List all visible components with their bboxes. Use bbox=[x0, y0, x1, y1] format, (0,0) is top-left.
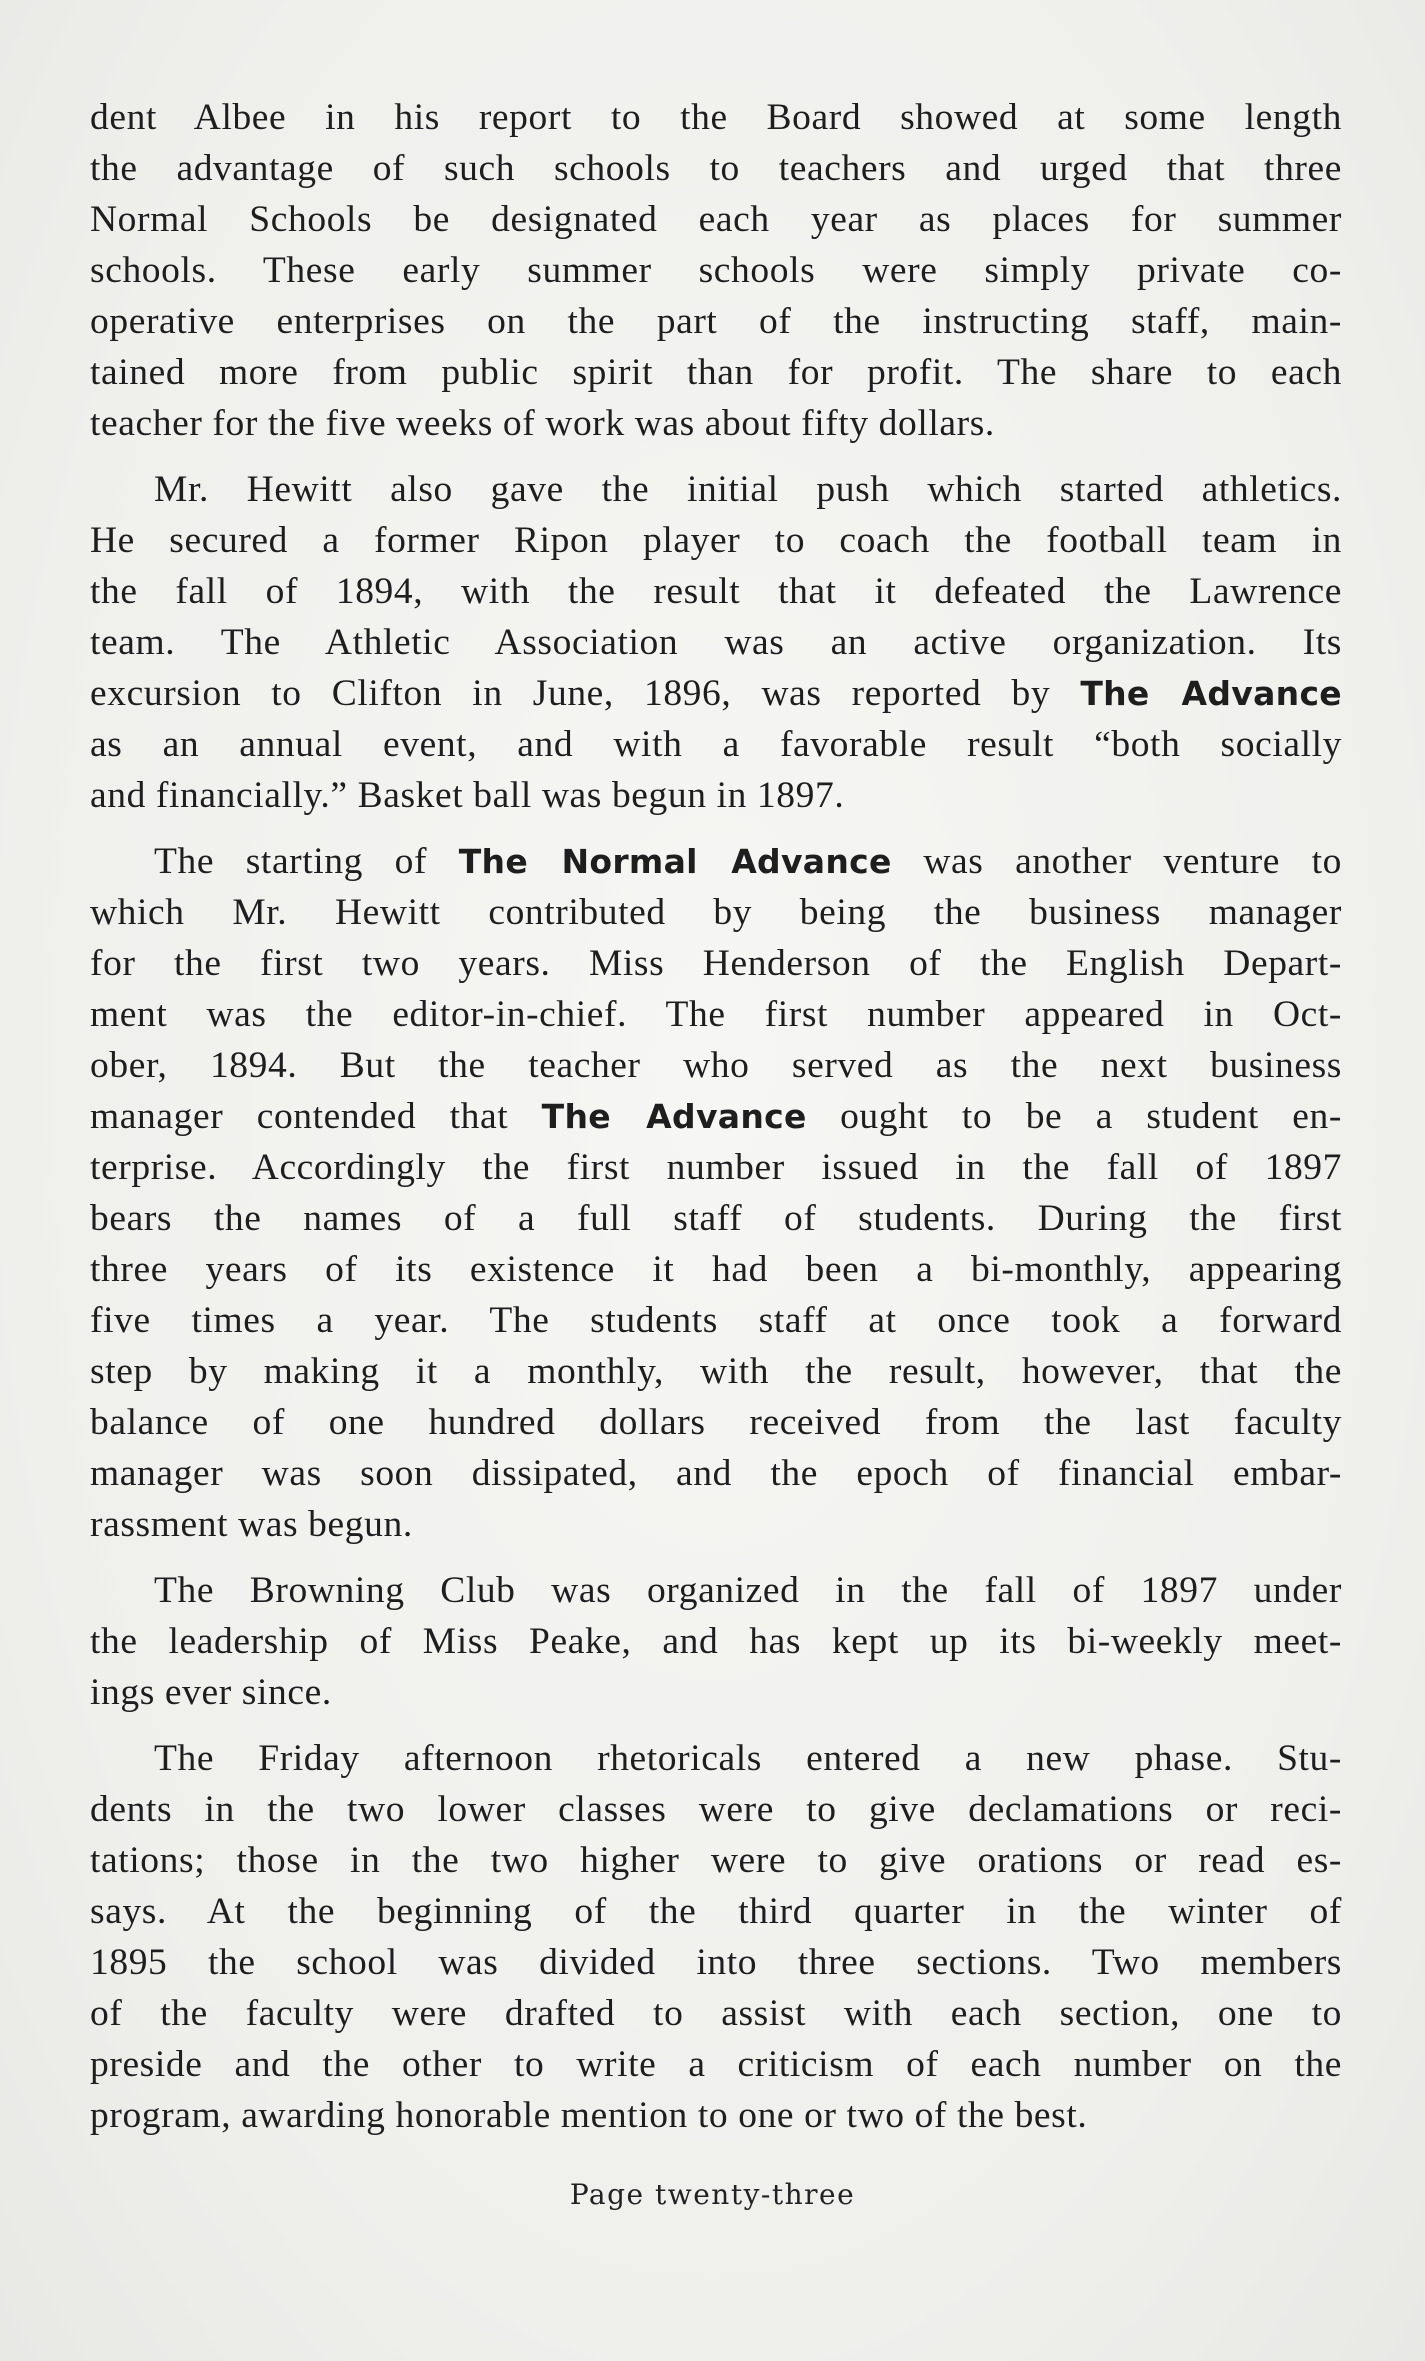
text-run: bears the names of a full staff of students. During the first bbox=[90, 1198, 1342, 1239]
text-run: step by making it a monthly, with the result, however, that the bbox=[90, 1351, 1342, 1392]
paragraph bbox=[90, 836, 1342, 1550]
text-run: dent Albee in his report to the Board showed at some length bbox=[90, 97, 1342, 138]
text-line bbox=[90, 1988, 1342, 2039]
text-line bbox=[90, 2090, 1342, 2141]
text-run: the advantage of such schools to teachers and urged that three bbox=[90, 148, 1342, 189]
text-line bbox=[90, 1193, 1342, 1244]
text-run: as an annual event, and with a favorable result “both socially bbox=[90, 724, 1342, 765]
text-line bbox=[90, 515, 1342, 566]
publication-title: The Normal Advance bbox=[458, 842, 892, 881]
text-line bbox=[90, 398, 1342, 449]
text-run: schools. These early summer schools were simply private co- bbox=[90, 250, 1342, 291]
text-run: was another venture to bbox=[891, 841, 1342, 882]
text-line bbox=[90, 1835, 1342, 1886]
text-run: the leadership of Miss Peake, and has kept up its bi-weekly meet- bbox=[90, 1621, 1342, 1662]
text-run: ought to be a student en- bbox=[806, 1096, 1342, 1137]
text-line bbox=[90, 1565, 1342, 1616]
text-run: manager contended that bbox=[90, 1096, 542, 1137]
text-run: He secured a former Ripon player to coach the football team in bbox=[90, 520, 1342, 561]
text-run: The starting of bbox=[154, 841, 459, 882]
text-run: Normal Schools be designated each year as places for summer bbox=[90, 199, 1342, 240]
publication-title: The Advance bbox=[1080, 674, 1342, 713]
text-run: rassment was begun. bbox=[90, 1504, 413, 1545]
text-line bbox=[90, 1346, 1342, 1397]
text-line bbox=[90, 617, 1342, 668]
text-line bbox=[90, 1142, 1342, 1193]
body-text bbox=[90, 92, 1342, 2156]
text-line bbox=[90, 1040, 1342, 1091]
text-run: the fall of 1894, with the result that it defeated the Lawrence bbox=[90, 571, 1342, 612]
text-line bbox=[90, 245, 1342, 296]
text-line bbox=[90, 143, 1342, 194]
text-line bbox=[90, 938, 1342, 989]
text-run: 1895 the school was divided into three sections. Two members bbox=[90, 1942, 1342, 1983]
text-line bbox=[90, 347, 1342, 398]
text-run: program, awarding honorable mention to one or two of the best. bbox=[90, 2095, 1088, 2136]
text-run: of the faculty were drafted to assist with each section, one to bbox=[90, 1993, 1342, 2034]
paragraph bbox=[90, 1565, 1342, 1718]
text-run: ings ever since. bbox=[90, 1672, 332, 1713]
text-run: preside and the other to write a criticism of each number on the bbox=[90, 2044, 1342, 2085]
text-line bbox=[90, 194, 1342, 245]
text-run: tained more from public spirit than for profit. The share to each bbox=[90, 352, 1342, 393]
text-run: The Friday afternoon rhetoricals entered a new phase. Stu- bbox=[154, 1738, 1342, 1779]
page-number: Page twenty-three bbox=[569, 2178, 856, 2211]
text-run: and financially.” Basket ball was begun in 1897. bbox=[90, 775, 845, 816]
text-line bbox=[90, 296, 1342, 347]
text-run: tations; those in the two higher were to give orations or read es- bbox=[90, 1840, 1342, 1881]
text-line bbox=[90, 989, 1342, 1040]
text-line bbox=[90, 1937, 1342, 1988]
text-run: team. The Athletic Association was an active organization. Its bbox=[90, 622, 1342, 663]
text-line bbox=[90, 1397, 1342, 1448]
text-run: teacher for the five weeks of work was about fifty dollars. bbox=[90, 403, 995, 444]
text-run: balance of one hundred dollars received from the last faculty bbox=[90, 1402, 1342, 1443]
text-run: terprise. Accordingly the first number issued in the fall of 1897 bbox=[90, 1147, 1342, 1188]
text-line bbox=[90, 2039, 1342, 2090]
text-run: operative enterprises on the part of the instructing staff, main- bbox=[90, 301, 1342, 342]
text-run: which Mr. Hewitt contributed by being the business manager bbox=[90, 892, 1342, 933]
text-line bbox=[90, 1091, 1342, 1142]
text-line bbox=[90, 1616, 1342, 1667]
text-line bbox=[90, 836, 1342, 887]
text-line bbox=[90, 1784, 1342, 1835]
text-line bbox=[90, 92, 1342, 143]
text-run: Mr. Hewitt also gave the initial push which started athletics. bbox=[154, 469, 1342, 510]
text-run: dents in the two lower classes were to give declamations or reci- bbox=[90, 1789, 1342, 1830]
text-line bbox=[90, 1448, 1342, 1499]
text-run: three years of its existence it had been a bi-monthly, appearing bbox=[90, 1249, 1342, 1290]
text-run: excursion to Clifton in June, 1896, was reported by bbox=[90, 673, 1081, 714]
text-line bbox=[90, 1667, 1342, 1718]
text-run: manager was soon dissipated, and the epoch of financial embar- bbox=[90, 1453, 1342, 1494]
text-line bbox=[90, 1733, 1342, 1784]
text-line bbox=[90, 1244, 1342, 1295]
text-line bbox=[90, 1499, 1342, 1550]
text-line bbox=[90, 1886, 1342, 1937]
text-line bbox=[90, 1295, 1342, 1346]
text-line bbox=[90, 464, 1342, 515]
text-run: for the first two years. Miss Henderson of the English Depart- bbox=[90, 943, 1342, 984]
text-line bbox=[90, 719, 1342, 770]
paragraph bbox=[90, 1733, 1342, 2141]
paragraph bbox=[90, 92, 1342, 449]
text-run: The Browning Club was organized in the fall of 1897 under bbox=[154, 1570, 1342, 1611]
text-run: ober, 1894. But the teacher who served as the next business bbox=[90, 1045, 1342, 1086]
text-run: five times a year. The students staff at once took a forward bbox=[90, 1300, 1342, 1341]
publication-title: The Advance bbox=[541, 1097, 807, 1136]
text-line bbox=[90, 770, 1342, 821]
text-line bbox=[90, 566, 1342, 617]
text-run: ment was the editor-in-chief. The first number appeared in Oct- bbox=[90, 994, 1342, 1035]
paragraph bbox=[90, 464, 1342, 821]
text-line bbox=[90, 668, 1342, 719]
text-line bbox=[90, 887, 1342, 938]
text-run: says. At the beginning of the third quarter in the winter of bbox=[90, 1891, 1342, 1932]
